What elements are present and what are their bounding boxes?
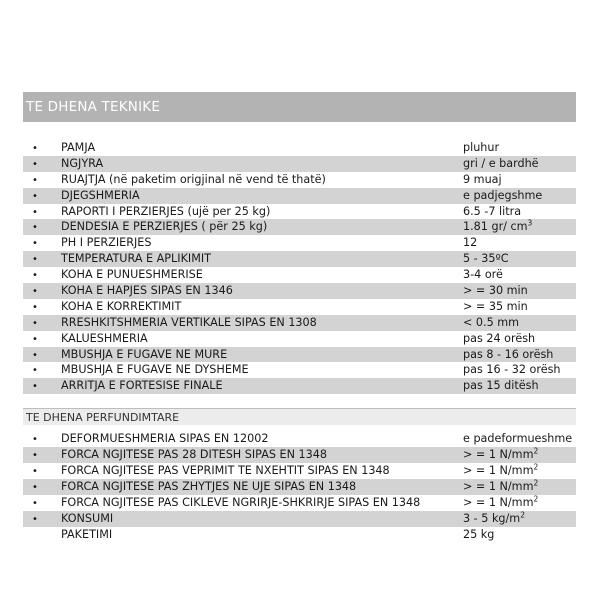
table-row — [23, 479, 576, 495]
row-value — [463, 432, 572, 445]
final-table — [23, 431, 576, 542]
bullet-icon: • — [32, 190, 38, 202]
row-label: RAPORTI I PERZIERJES (ujë per 25 kg) — [61, 204, 271, 218]
row-label: KALUESHMERIA — [61, 331, 148, 345]
bullet-icon: • — [32, 513, 38, 525]
table-row — [23, 204, 576, 220]
row-value-superscript: 2 — [533, 478, 539, 488]
row-value-text: pas 8 - 16 orësh — [463, 347, 554, 361]
row-value-superscript: 2 — [533, 462, 539, 472]
row-value — [463, 348, 553, 361]
table-row — [23, 331, 576, 347]
row-value-text: > = 1 N/mm — [463, 479, 534, 493]
row-value — [463, 363, 561, 376]
table-row — [23, 283, 576, 299]
table-row — [23, 219, 576, 235]
row-value — [463, 141, 499, 154]
row-value-superscript: 2 — [533, 494, 539, 504]
row-value — [463, 528, 494, 541]
bullet-icon: • — [32, 143, 38, 154]
row-value-text: e padeformueshme — [463, 432, 573, 446]
row-label: PAKETIMI — [61, 527, 113, 541]
row-label: RUAJTJA (në paketim origjinal në vend të thatë) — [61, 172, 326, 186]
row-value — [463, 509, 525, 525]
row-value — [463, 252, 509, 265]
row-value — [463, 332, 535, 345]
row-value — [463, 300, 528, 313]
table-row — [23, 156, 576, 172]
bullet-icon: • — [32, 254, 38, 266]
row-label: DJEGSHMERIA — [61, 188, 140, 202]
bullet-icon: • — [32, 301, 38, 313]
row-value — [463, 189, 542, 202]
bullet-icon: • — [32, 497, 38, 509]
bullet-icon: • — [32, 317, 38, 329]
bullet-icon: • — [32, 365, 38, 377]
row-label: PAMJA — [61, 141, 96, 154]
row-value — [463, 284, 528, 297]
row-label: FORCA NGJITESE PAS CIKLEVE NGRIRJE-SHKRIRJE SIPAS EN 1348 — [61, 495, 421, 509]
bullet-icon: • — [32, 286, 38, 298]
bullet-icon: • — [32, 450, 38, 462]
row-value-text: 6.5 -7 litra — [463, 204, 522, 218]
table-row — [23, 511, 576, 527]
row-value — [463, 464, 538, 477]
bullet-icon: • — [32, 333, 38, 345]
row-value — [463, 316, 519, 329]
header-band — [23, 92, 576, 122]
table-row — [23, 463, 576, 479]
row-label: NGJYRA — [61, 156, 104, 170]
bullet-icon: • — [32, 270, 38, 282]
row-label: FORCA NGJITESE PAS VEPRIMIT TE NXEHTIT SIPAS EN 1348 — [61, 464, 390, 478]
bullet-icon: • — [32, 481, 38, 493]
table-row — [23, 172, 576, 188]
row-value-superscript: 2 — [533, 446, 539, 456]
row-label: KOHA E KORREKTIMIT — [61, 299, 182, 313]
table-row — [23, 495, 576, 511]
table-row — [23, 378, 576, 394]
row-label: KOHA E HAPJES SIPAS EN 1346 — [61, 284, 233, 298]
section-title-final: TE DHENA PERFUNDIMTARE — [26, 410, 180, 424]
row-value-text: > = 1 N/mm — [463, 448, 534, 462]
table-row — [23, 140, 576, 156]
table-row — [23, 267, 576, 283]
row-value-text: > = 1 N/mm — [463, 464, 534, 478]
table-row — [23, 315, 576, 331]
bullet-icon: • — [32, 158, 38, 170]
row-value — [463, 268, 503, 281]
table-row — [23, 447, 576, 463]
row-value-text: 25 kg — [463, 527, 495, 541]
technical-data-sheet — [23, 92, 576, 542]
table-row — [23, 188, 576, 204]
section-title-technical: TE DHENA TEKNIKE — [26, 99, 161, 115]
row-label: FORCA NGJITESE PAS 28 DITESH SIPAS EN 1348 — [61, 448, 327, 462]
bullet-icon: • — [32, 174, 38, 186]
row-value-text: gri / e bardhë — [463, 156, 539, 170]
row-value-text: 3-4 orë — [463, 268, 503, 282]
bullet-icon: • — [32, 381, 38, 393]
row-label: PH I PERZIERJES — [61, 236, 152, 250]
row-value-text: pluhur — [463, 141, 500, 154]
row-value-text: > = 1 N/mm — [463, 495, 534, 509]
row-label: DENDESIA E PERZIERJES ( për 25 kg) — [61, 220, 268, 234]
row-label: RRESHKITSHMERIA VERTIKALE SIPAS EN 1308 — [61, 315, 317, 329]
row-label: TEMPERATURA E APLIKIMIT — [61, 252, 212, 266]
row-value — [463, 480, 538, 493]
table-row — [23, 299, 576, 315]
bullet-icon: • — [32, 434, 38, 446]
row-value — [463, 173, 502, 186]
row-label: KOHA E PUNUESHMERISE — [61, 268, 203, 282]
row-value — [463, 205, 521, 218]
row-value-text: 5 - 35ºC — [463, 252, 509, 266]
row-value-text: pas 15 ditësh — [463, 379, 539, 393]
row-label: FORCA NGJITESE PAS ZHYTJES NE UJE SIPAS EN 1348 — [61, 479, 357, 493]
row-value-text: > = 35 min — [463, 299, 528, 313]
bullet-icon: • — [32, 466, 38, 478]
row-label: DEFORMUESHMERIA SIPAS EN 12002 — [61, 432, 269, 446]
bullet-icon: • — [32, 222, 38, 234]
table-row — [23, 347, 576, 363]
row-value — [463, 157, 539, 170]
row-value-text: 1.81 gr/ cm — [463, 220, 528, 234]
row-label: KONSUMI — [61, 511, 114, 525]
row-value — [463, 448, 538, 461]
row-value-text: 9 muaj — [463, 172, 502, 186]
bullet-icon: • — [32, 349, 38, 361]
table-row — [23, 527, 576, 543]
row-value — [463, 379, 539, 392]
table-row — [23, 235, 576, 251]
row-value — [463, 220, 532, 233]
row-label: ARRITJA E FORTESISE FINALE — [61, 379, 223, 393]
technical-table — [23, 140, 576, 394]
table-row — [23, 251, 576, 267]
row-value-text: 12 — [463, 236, 478, 250]
final-section-header — [23, 408, 576, 425]
row-value-text: < 0.5 mm — [463, 315, 520, 329]
row-label: MBUSHJA E FUGAVE NE MURE — [61, 347, 228, 361]
row-value-superscript: 2 — [520, 509, 525, 519]
row-value-superscript: 3 — [527, 218, 533, 228]
row-value-text: pas 16 - 32 orësh — [463, 363, 561, 377]
table-row — [23, 362, 576, 378]
row-value-text: e padjegshme — [463, 188, 543, 202]
table-row — [23, 431, 576, 447]
bullet-icon: • — [32, 206, 38, 218]
row-value — [463, 236, 477, 249]
row-value-text: 3 - 5 kg/m — [463, 511, 521, 525]
row-value-text: > = 30 min — [463, 284, 528, 298]
row-value-text: pas 24 orësh — [463, 331, 536, 345]
bullet-icon: • — [32, 238, 38, 250]
row-label: MBUSHJA E FUGAVE NE DYSHEME — [61, 363, 249, 377]
row-value — [463, 496, 538, 509]
